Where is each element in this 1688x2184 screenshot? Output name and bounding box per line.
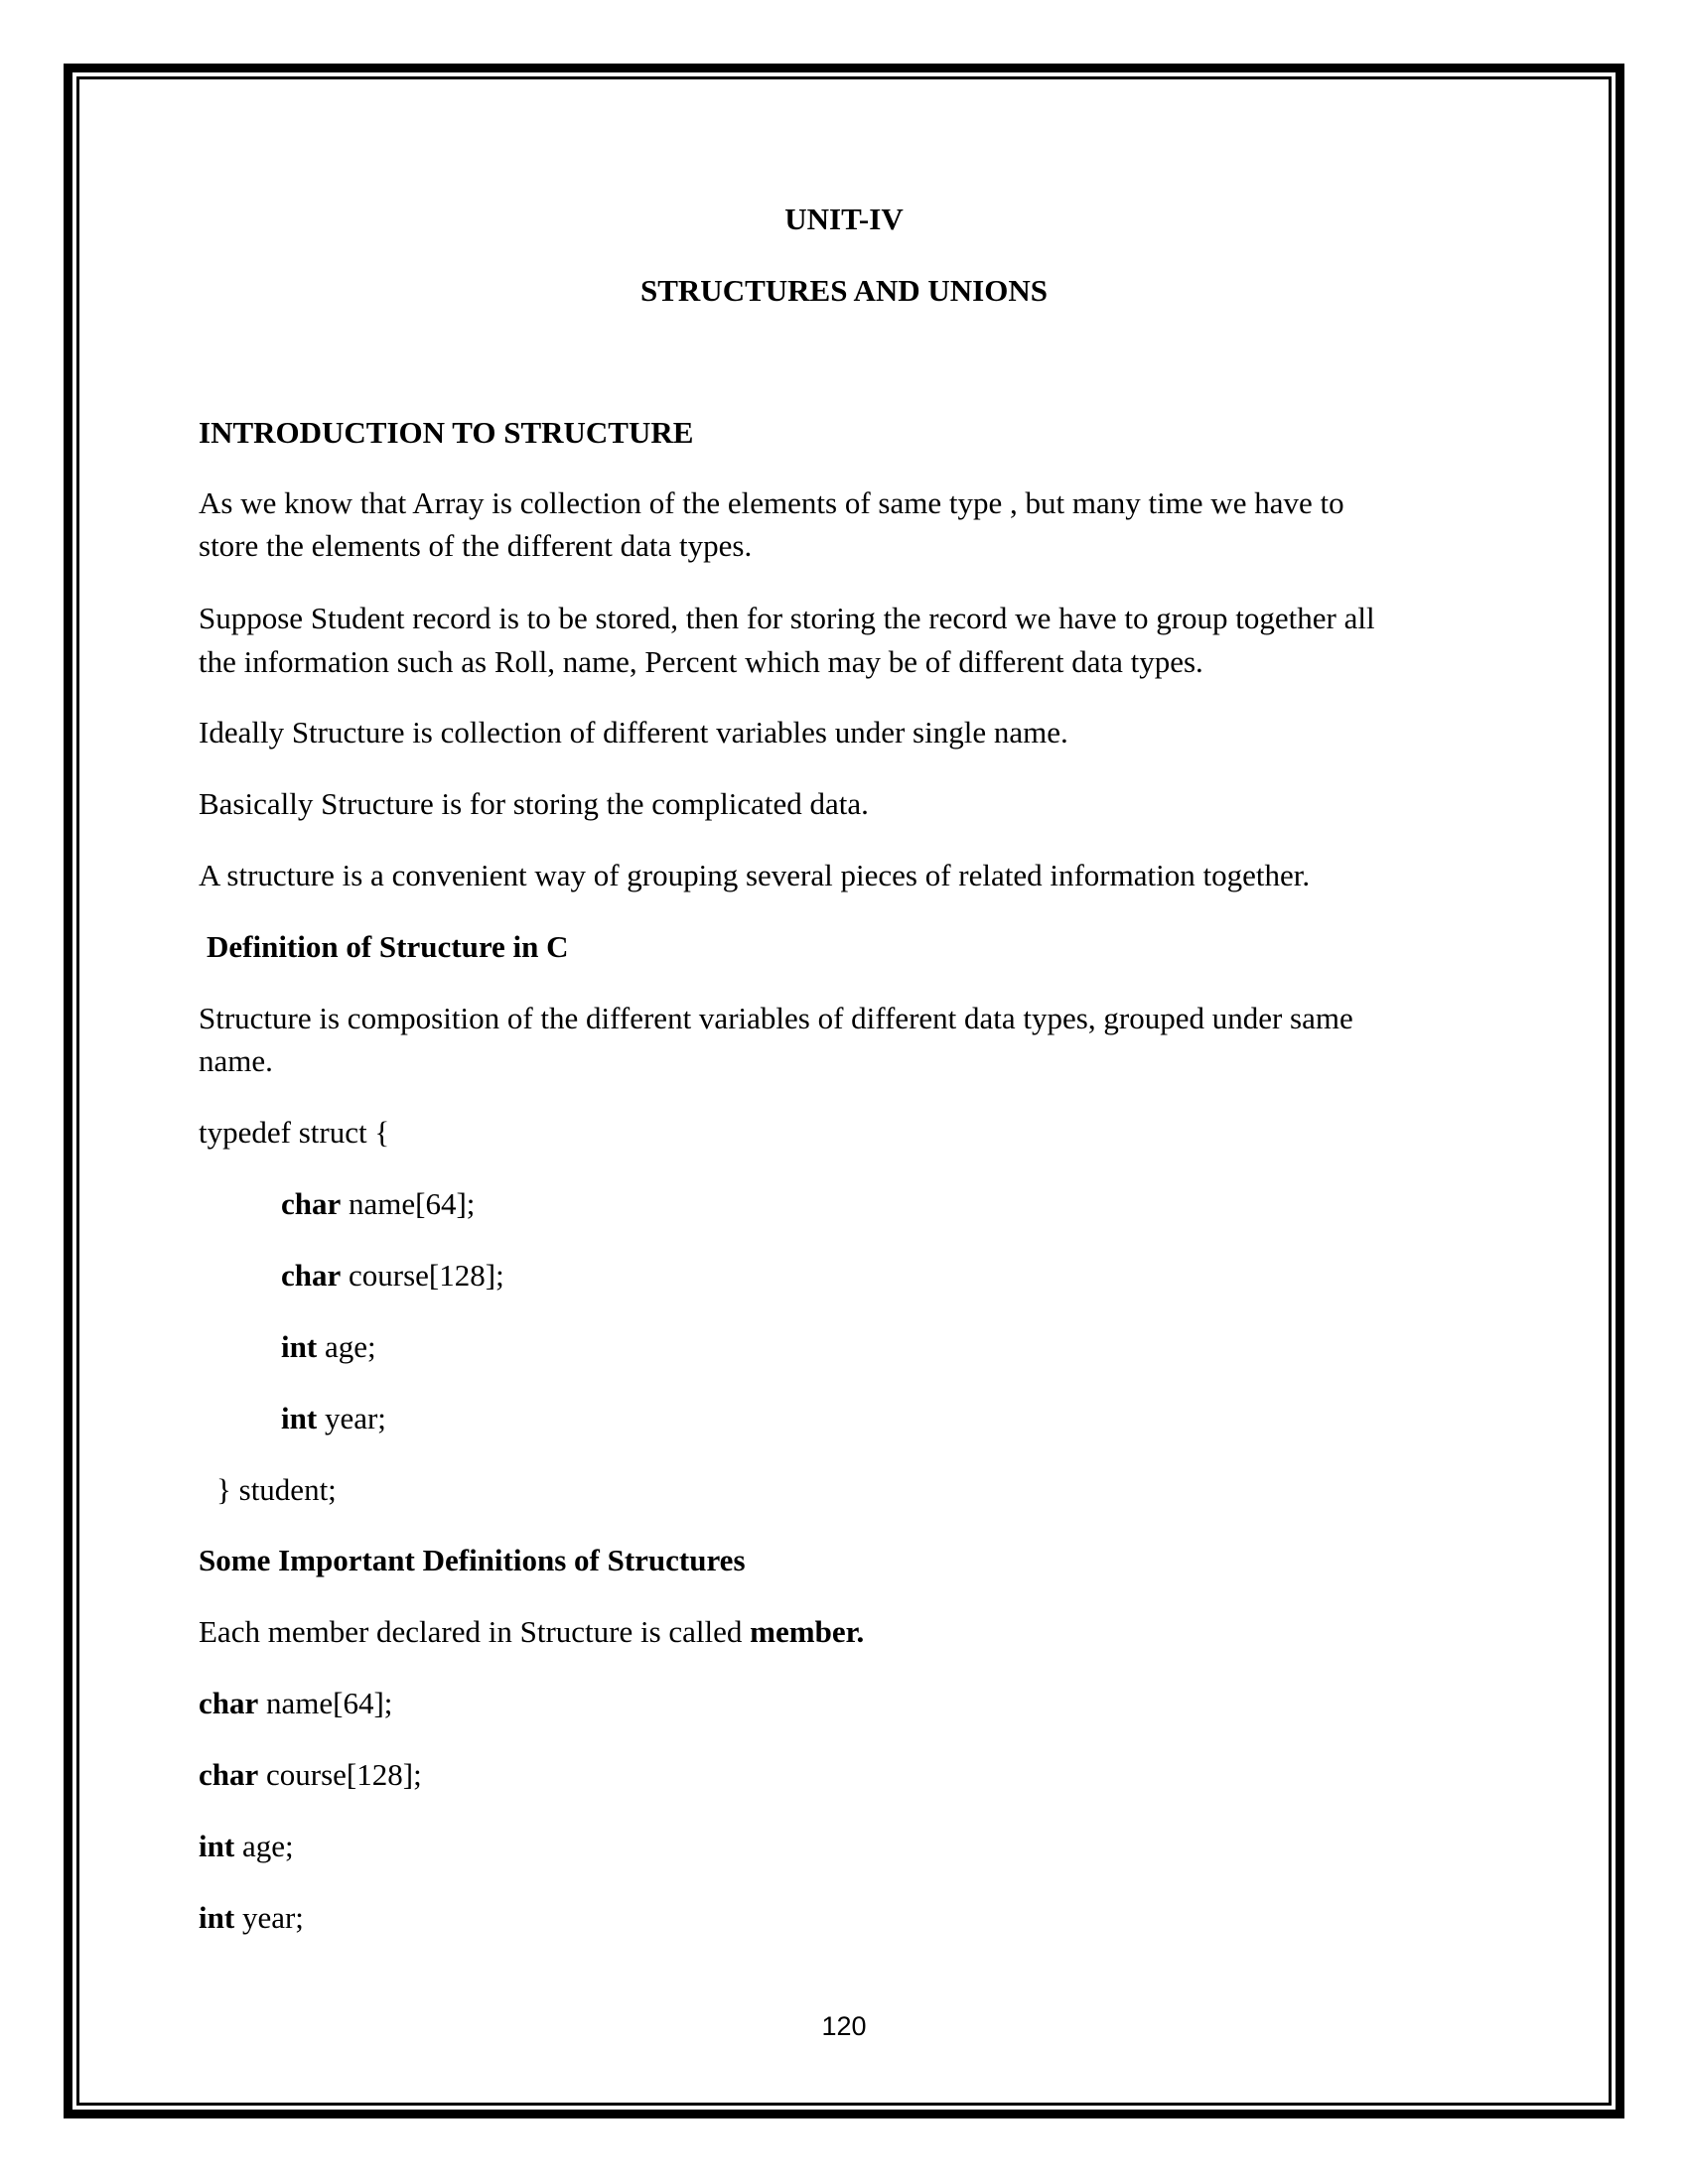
code-open-line: typedef struct {	[199, 1115, 390, 1150]
code-declaration: age;	[317, 1329, 376, 1364]
unit-heading: UNIT-IV	[784, 202, 904, 236]
code-keyword: int	[199, 1900, 235, 1935]
code-keyword: int	[199, 1829, 235, 1863]
code-keyword: char	[281, 1186, 342, 1221]
code-declaration: course[128];	[341, 1258, 504, 1293]
important-heading: Some Important Definitions of Structures	[199, 1543, 746, 1577]
definition-paragraph-line-1: Structure is composition of the different variables of different data types, grouped under same	[199, 1001, 1353, 1035]
code-keyword: char	[281, 1258, 342, 1293]
code-member-line	[281, 1182, 475, 1226]
intro-heading: INTRODUCTION TO STRUCTURE	[199, 415, 694, 450]
member-term: member.	[750, 1614, 865, 1649]
definition-heading: Definition of Structure in C	[207, 929, 569, 964]
code-keyword: int	[281, 1329, 318, 1364]
member-example-line	[199, 1682, 392, 1725]
member-example-line	[199, 1753, 422, 1797]
intro-paragraph-1-line-2: store the elements of the different data types.	[199, 528, 753, 563]
code-close-line: } student;	[216, 1472, 337, 1507]
definition-paragraph-line-2: name.	[199, 1043, 273, 1078]
code-keyword: int	[281, 1401, 318, 1435]
code-member-line	[281, 1254, 504, 1297]
member-example-line	[199, 1896, 304, 1940]
intro-paragraph-5: A structure is a convenient way of grouping several pieces of related information together.	[199, 858, 1311, 892]
intro-paragraph-4: Basically Structure is for storing the complicated data.	[199, 786, 869, 821]
code-declaration: name[64];	[258, 1686, 393, 1720]
intro-paragraph-1-line-1: As we know that Array is collection of the elements of same type , but many time we have to	[199, 485, 1344, 520]
code-declaration: name[64];	[341, 1186, 476, 1221]
code-declaration: year;	[234, 1900, 304, 1935]
member-definition-line	[199, 1610, 864, 1654]
code-declaration: age;	[234, 1829, 294, 1863]
page-border-inner	[76, 76, 1612, 2106]
code-declaration: course[128];	[258, 1757, 422, 1792]
intro-paragraph-2-line-2: the information such as Roll, name, Percent which may be of different data types.	[199, 644, 1203, 679]
code-keyword: char	[199, 1686, 259, 1720]
intro-paragraph-3: Ideally Structure is collection of different variables under single name.	[199, 715, 1068, 750]
code-member-line	[281, 1325, 376, 1369]
code-member-line	[281, 1397, 386, 1440]
code-keyword: char	[199, 1757, 259, 1792]
intro-paragraph-2-line-1: Suppose Student record is to be stored, then for storing the record we have to group together all	[199, 601, 1375, 635]
page-number: 120	[821, 2011, 867, 2041]
code-declaration: year;	[317, 1401, 386, 1435]
member-example-line	[199, 1825, 294, 1868]
member-definition-text: Each member declared in Structure is called	[199, 1614, 751, 1649]
chapter-title: STRUCTURES AND UNIONS	[640, 273, 1048, 308]
